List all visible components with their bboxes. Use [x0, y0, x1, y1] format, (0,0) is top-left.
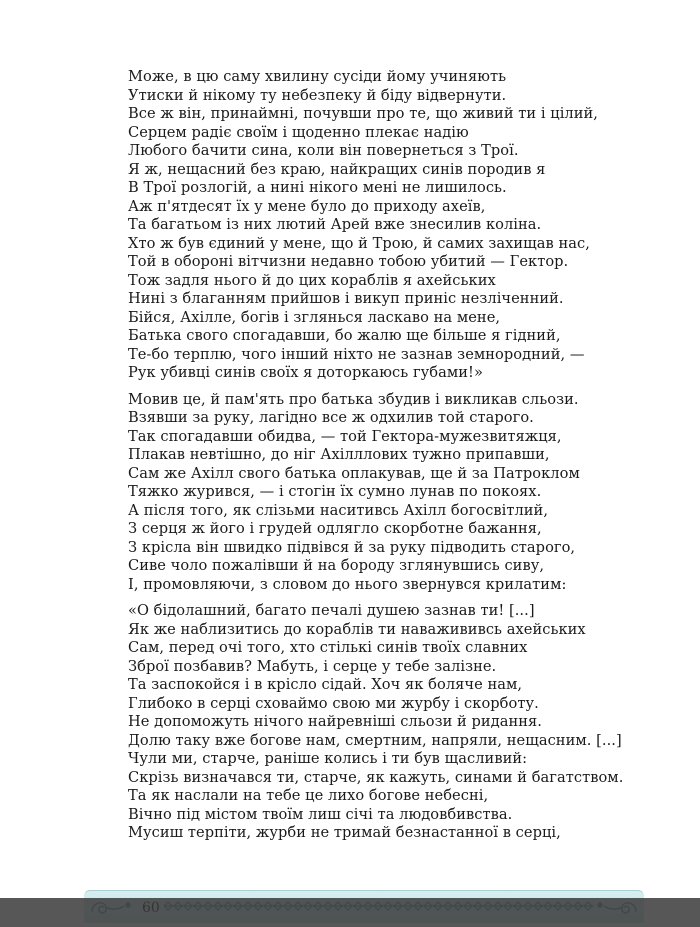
verse-line: Мовив це, й пам'ять про батька збудив і викликав сльози. [128, 390, 579, 408]
verse-line: Бійся, Ахілле, богів і зглянься ласкаво на мене, [128, 308, 501, 326]
verse-line: «О бідолашний, багато печалі душею зазнав ти! [...] [128, 602, 535, 619]
verse-line: В Трої розлогій, а нині нікого мені не лишилось. [128, 179, 507, 196]
verse-line: Глибоко в серці сховаймо свою ми журбу і скорботу. [128, 694, 539, 712]
verse-line: Та багатьом із них лютий Арей вже знесилив коліна. [128, 216, 542, 233]
verse-line: Може, в цю саму хвилину сусіди йому учиняють [128, 68, 507, 85]
verse-line: Тож задля нього й до цих кораблів я ахейських [128, 271, 496, 289]
verse-line: Любого бачити сина, коли він повернеться з Трої. [128, 142, 519, 159]
verse-line: Рук убивці синів своїх я доторкаюсь губами!» [128, 364, 483, 381]
verse-line: Утиски й нікому ту небезпеку й біду відвернути. [128, 86, 507, 104]
verse-line: Та заспокойся і в крісло сідай. Хоч як боляче нам, [128, 676, 523, 693]
verse-line: Той в обороні вітчизни недавно тобою убитий — Гектор. [128, 253, 569, 270]
verse-line: Батька свого спогадавши, бо жалю ще більше я гідний, [128, 327, 561, 344]
poem-text [128, 68, 624, 843]
verse-line: Сам, перед очі того, хто стількі синів твоїх славних [128, 639, 528, 656]
verse-line: Хто ж був єдиний у мене, що й Трою, й самих захищав нас, [128, 234, 590, 252]
verse-line: Вічно під містом твоїм лиш січі та людовбивства. [128, 805, 513, 823]
verse-line: Аж п'ятдесят їх у мене було до приходу ахеїв, [128, 197, 486, 215]
verse-line: Сам же Ахілл свого батька оплакував, ще й за Патроклом [128, 464, 580, 482]
verse-line: Як же наблизитись до кораблів ти наважививсь ахейських [128, 620, 586, 638]
verse-line: Долю таку вже богове нам, смертним, напряли, нещасним. [...] [128, 731, 622, 749]
stanza-1 [128, 68, 598, 383]
verse-line: Так спогадавши обидва, — той Гектора-мужезвитяжця, [128, 427, 562, 445]
verse-line: Скрізь визначався ти, старче, як кажуть, синами й багатством. [128, 768, 624, 786]
verse-line: Я ж, нещасний без краю, найкращих синів породив я [128, 160, 546, 178]
scan-bottom-edge [0, 898, 700, 927]
verse-line: Сиве чоло пожалівши й на бороду зглянувшись сиву, [128, 557, 545, 574]
verse-line: Мусиш терпіти, журби не тримай безнастанної в серці, [128, 824, 561, 841]
verse-line: Не допоможуть нічого найревніші сльози й ридання. [128, 713, 542, 730]
verse-line: З крісла він швидко підвівся й за руку підводить старого, [128, 538, 576, 556]
verse-line: Все ж він, принаймні, почувши про те, що живий ти і цілий, [128, 105, 598, 122]
verse-line: Зброї позбавив? Мабуть, і серце у тебе залізне. [128, 657, 497, 675]
stanza-3 [128, 602, 624, 843]
verse-line: Плакав невтішно, до ніг Ахілллових тужно припавши, [128, 446, 550, 463]
verse-line: А після того, як слізьми наситивсь Ахілл богосвітлий, [128, 501, 549, 519]
verse-line: Та як наслали на тебе це лихо богове небесні, [128, 787, 489, 804]
verse-line: Тяжко журився, — і стогін їх сумно лунав по покоях. [128, 483, 542, 500]
stanza-2 [128, 391, 598, 595]
verse-line: Нині з благанням прийшов і викуп приніс незліченний. [128, 290, 564, 307]
verse-line: І, промовляючи, з словом до нього звернувся крилатим: [128, 575, 567, 593]
verse-line: Взявши за руку, лагідно все ж одхилив той старого. [128, 409, 534, 426]
verse-line: З серця ж його і грудей одлягло скорботне бажання, [128, 520, 542, 537]
verse-line: Те-бо терплю, чого інший ніхто не зазнав земнородний, — [128, 345, 585, 363]
verse-line: Чули ми, старче, раніше колись і ти був щасливий: [128, 750, 528, 767]
verse-line: Серцем радіє своїм і щоденно плекає надію [128, 123, 469, 141]
